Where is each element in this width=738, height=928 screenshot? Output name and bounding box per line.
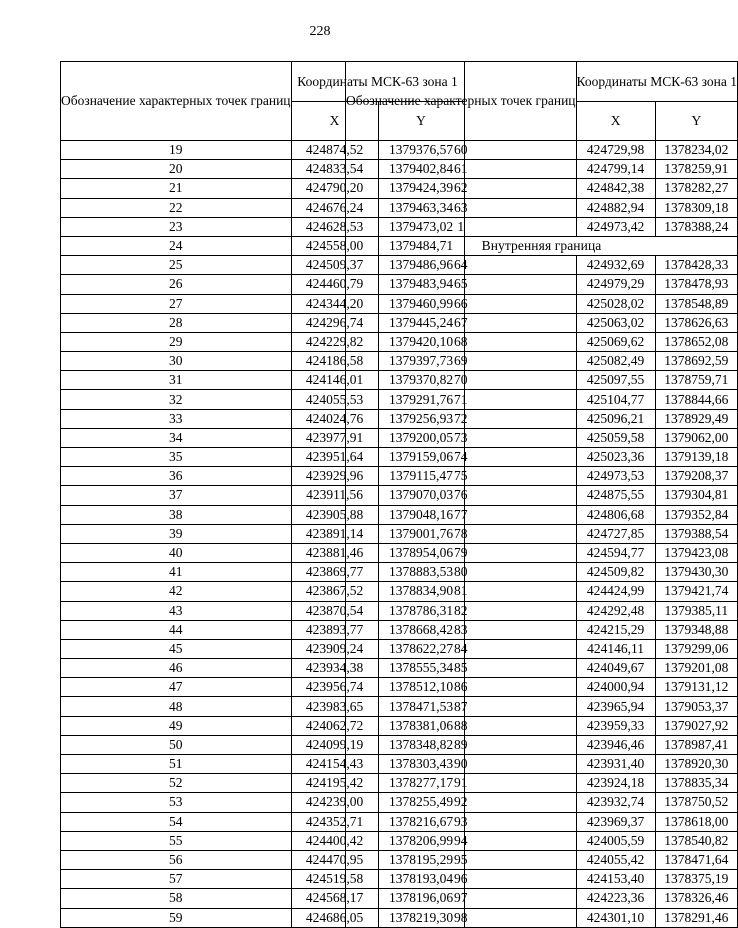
- y-coordinate-cell: 1379370,82: [378, 371, 464, 390]
- x-coordinate-cell: 424146,11: [576, 639, 655, 658]
- page-number: 228: [309, 24, 331, 39]
- point-cell: 36: [61, 467, 292, 486]
- y-coordinate-cell: 1378471,53: [378, 697, 464, 716]
- y-coordinate-cell: 1378381,06: [378, 716, 464, 735]
- y-coordinate-cell: 1379484,71: [378, 236, 464, 255]
- point-cell: 20: [61, 160, 292, 179]
- x-coordinate-cell: 425069,62: [576, 332, 655, 351]
- section-row: [346, 236, 738, 255]
- table-row: [346, 774, 738, 793]
- point-cell: 85: [346, 659, 577, 678]
- point-cell: 62: [346, 179, 577, 198]
- y-coordinate-cell: 1379070,03: [378, 486, 464, 505]
- point-cell: 91: [346, 774, 577, 793]
- table-row: [346, 812, 738, 831]
- point-cell: 81: [346, 582, 577, 601]
- x-coordinate-cell: 424806,68: [576, 505, 655, 524]
- table-row: [346, 467, 738, 486]
- x-coordinate-cell: 424799,14: [576, 160, 655, 179]
- point-cell: 71: [346, 390, 577, 409]
- y-coordinate-cell: 1379115,47: [378, 467, 464, 486]
- point-cell: 95: [346, 850, 577, 869]
- x-coordinate-cell: 424470,95: [291, 850, 378, 869]
- point-cell: 73: [346, 428, 577, 447]
- x-coordinate-cell: 424932,69: [576, 256, 655, 275]
- x-coordinate-cell: 424460,79: [291, 275, 378, 294]
- table-row: [346, 179, 738, 198]
- x-coordinate-cell: 424301,10: [576, 908, 655, 927]
- x-coordinate-cell: 423909,24: [291, 639, 378, 658]
- y-coordinate-cell: 1378471,64: [655, 850, 737, 869]
- y-coordinate-cell: 1378668,42: [378, 620, 464, 639]
- point-cell: 64: [346, 256, 577, 275]
- point-cell: 94: [346, 831, 577, 850]
- point-cell: 66: [346, 294, 577, 313]
- point-cell: 31: [61, 371, 292, 390]
- y-coordinate-cell: 1379053,37: [655, 697, 737, 716]
- point-cell: 83: [346, 620, 577, 639]
- y-coordinate-cell: 1378282,27: [655, 179, 737, 198]
- x-coordinate-cell: 424875,55: [576, 486, 655, 505]
- x-coordinate-cell: 425096,21: [576, 409, 655, 428]
- point-cell: 63: [346, 198, 577, 217]
- table-row: [346, 870, 738, 889]
- x-coordinate-cell: 424296,74: [291, 313, 378, 332]
- point-cell: 92: [346, 793, 577, 812]
- table-row: [346, 659, 738, 678]
- y-coordinate-cell: 1378388,24: [655, 217, 737, 236]
- y-coordinate-cell: 1379062,00: [655, 428, 737, 447]
- table-body-right: [346, 141, 738, 928]
- table-row: [346, 563, 738, 582]
- y-coordinate-cell: 1379027,92: [655, 716, 737, 735]
- table-row: [346, 831, 738, 850]
- y-coordinate-cell: 1378652,08: [655, 332, 737, 351]
- point-cell: 53: [61, 793, 292, 812]
- point-cell: 46: [61, 659, 292, 678]
- header-coordinates-label: Координаты МСК-63 зона 1: [291, 62, 464, 102]
- y-coordinate-cell: 1379131,12: [655, 678, 737, 697]
- x-coordinate-cell: 423911,56: [291, 486, 378, 505]
- point-cell: 67: [346, 313, 577, 332]
- point-cell: 51: [61, 755, 292, 774]
- table-row: [346, 256, 738, 275]
- point-cell: 27: [61, 294, 292, 313]
- point-cell: 49: [61, 716, 292, 735]
- x-coordinate-cell: 424558,00: [291, 236, 378, 255]
- x-coordinate-cell: 424628,53: [291, 217, 378, 236]
- table-row: [346, 448, 738, 467]
- point-cell: 57: [61, 870, 292, 889]
- y-coordinate-cell: 1378835,34: [655, 774, 737, 793]
- y-coordinate-cell: 1378348,82: [378, 735, 464, 754]
- y-coordinate-cell: 1378216,67: [378, 812, 464, 831]
- table-row: [346, 793, 738, 812]
- point-cell: 96: [346, 870, 577, 889]
- point-cell: 72: [346, 409, 577, 428]
- point-cell: 25: [61, 256, 292, 275]
- point-cell: 52: [61, 774, 292, 793]
- section-label: Внутренняя граница: [346, 236, 738, 255]
- y-coordinate-cell: 1378759,71: [655, 371, 737, 390]
- x-coordinate-cell: 424154,43: [291, 755, 378, 774]
- x-coordinate-cell: 424352,71: [291, 812, 378, 831]
- point-cell: 34: [61, 428, 292, 447]
- point-cell: 90: [346, 755, 577, 774]
- table-row: [346, 716, 738, 735]
- x-coordinate-cell: 424519,58: [291, 870, 378, 889]
- x-coordinate-cell: 423959,33: [576, 716, 655, 735]
- x-coordinate-cell: 423924,18: [576, 774, 655, 793]
- table-row: [346, 390, 738, 409]
- y-coordinate-cell: 1378277,17: [378, 774, 464, 793]
- y-coordinate-cell: 1378478,93: [655, 275, 737, 294]
- point-cell: 39: [61, 524, 292, 543]
- y-coordinate-cell: 1378195,29: [378, 850, 464, 869]
- table-row: [346, 582, 738, 601]
- y-coordinate-cell: 1378834,90: [378, 582, 464, 601]
- point-cell: 55: [61, 831, 292, 850]
- table-row: [346, 141, 738, 160]
- table-row: [346, 505, 738, 524]
- point-cell: 22: [61, 198, 292, 217]
- y-coordinate-cell: 1378618,00: [655, 812, 737, 831]
- x-coordinate-cell: 424344,20: [291, 294, 378, 313]
- point-cell: 98: [346, 908, 577, 927]
- y-coordinate-cell: 1378206,99: [378, 831, 464, 850]
- table-row: [346, 908, 738, 927]
- y-coordinate-cell: 1379388,54: [655, 524, 737, 543]
- x-coordinate-cell: 425023,36: [576, 448, 655, 467]
- y-coordinate-cell: 1379430,30: [655, 563, 737, 582]
- point-cell: 77: [346, 505, 577, 524]
- y-coordinate-cell: 1378234,02: [655, 141, 737, 160]
- table-row: [346, 160, 738, 179]
- table-row: [346, 620, 738, 639]
- x-coordinate-cell: 425097,55: [576, 371, 655, 390]
- coordinates-table-right: [345, 61, 738, 928]
- point-cell: 86: [346, 678, 577, 697]
- x-coordinate-cell: 423934,38: [291, 659, 378, 678]
- header-x-label: X: [291, 102, 378, 141]
- point-cell: 32: [61, 390, 292, 409]
- x-coordinate-cell: 424509,82: [576, 563, 655, 582]
- point-cell: 84: [346, 639, 577, 658]
- point-cell: 35: [61, 448, 292, 467]
- x-coordinate-cell: 423893,77: [291, 620, 378, 639]
- y-coordinate-cell: 1378255,49: [378, 793, 464, 812]
- x-coordinate-cell: 423969,37: [576, 812, 655, 831]
- y-coordinate-cell: 1379473,02: [378, 217, 464, 236]
- x-coordinate-cell: 423867,52: [291, 582, 378, 601]
- x-coordinate-cell: 424153,40: [576, 870, 655, 889]
- y-coordinate-cell: 1379348,88: [655, 620, 737, 639]
- y-coordinate-cell: 1379445,24: [378, 313, 464, 332]
- table-row: [346, 543, 738, 562]
- y-coordinate-cell: 1378548,89: [655, 294, 737, 313]
- x-coordinate-cell: 424099,19: [291, 735, 378, 754]
- y-coordinate-cell: 1379460,99: [378, 294, 464, 313]
- x-coordinate-cell: 423977,91: [291, 428, 378, 447]
- table-row: [346, 198, 738, 217]
- point-cell: 43: [61, 601, 292, 620]
- x-coordinate-cell: 424842,38: [576, 179, 655, 198]
- y-coordinate-cell: 1379001,76: [378, 524, 464, 543]
- point-cell: 28: [61, 313, 292, 332]
- x-coordinate-cell: 424229,82: [291, 332, 378, 351]
- x-coordinate-cell: 424239,00: [291, 793, 378, 812]
- y-coordinate-cell: 1378692,59: [655, 352, 737, 371]
- point-cell: 60: [346, 141, 577, 160]
- table-row: [346, 735, 738, 754]
- x-coordinate-cell: 424049,67: [576, 659, 655, 678]
- x-coordinate-cell: 423870,54: [291, 601, 378, 620]
- table-row: [346, 294, 738, 313]
- y-coordinate-cell: 1378883,53: [378, 563, 464, 582]
- point-cell: 75: [346, 467, 577, 486]
- x-coordinate-cell: 424215,29: [576, 620, 655, 639]
- x-coordinate-cell: 424055,53: [291, 390, 378, 409]
- y-coordinate-cell: 1378375,19: [655, 870, 737, 889]
- point-cell: 82: [346, 601, 577, 620]
- header-point-label: Обозначение характерных точек границ: [346, 62, 577, 141]
- x-coordinate-cell: 424195,42: [291, 774, 378, 793]
- y-coordinate-cell: 1379397,73: [378, 352, 464, 371]
- point-cell: 70: [346, 371, 577, 390]
- table-row: [346, 601, 738, 620]
- x-coordinate-cell: 423869,77: [291, 563, 378, 582]
- point-cell: 47: [61, 678, 292, 697]
- table-row: [346, 850, 738, 869]
- y-coordinate-cell: 1379420,10: [378, 332, 464, 351]
- x-coordinate-cell: 424973,42: [576, 217, 655, 236]
- point-cell: 29: [61, 332, 292, 351]
- table-row: [346, 428, 738, 447]
- y-coordinate-cell: 1378303,43: [378, 755, 464, 774]
- x-coordinate-cell: 424062,72: [291, 716, 378, 735]
- x-coordinate-cell: 424882,94: [576, 198, 655, 217]
- point-cell: 58: [61, 889, 292, 908]
- point-cell: 79: [346, 543, 577, 562]
- y-coordinate-cell: 1378750,52: [655, 793, 737, 812]
- x-coordinate-cell: 424055,42: [576, 850, 655, 869]
- point-cell: 48: [61, 697, 292, 716]
- x-coordinate-cell: 424790,20: [291, 179, 378, 198]
- x-coordinate-cell: 424509,37: [291, 256, 378, 275]
- table-row: [346, 524, 738, 543]
- x-coordinate-cell: 424400,42: [291, 831, 378, 850]
- point-cell: 69: [346, 352, 577, 371]
- x-coordinate-cell: 423932,74: [576, 793, 655, 812]
- table-row: [346, 678, 738, 697]
- point-cell: 97: [346, 889, 577, 908]
- table-row: [346, 371, 738, 390]
- x-coordinate-cell: 423881,46: [291, 543, 378, 562]
- x-coordinate-cell: 425104,77: [576, 390, 655, 409]
- x-coordinate-cell: 423905,88: [291, 505, 378, 524]
- y-coordinate-cell: 1378920,30: [655, 755, 737, 774]
- y-coordinate-cell: 1379352,84: [655, 505, 737, 524]
- header-coordinates-label: Координаты МСК-63 зона 1: [576, 62, 737, 102]
- x-coordinate-cell: 424729,98: [576, 141, 655, 160]
- x-coordinate-cell: 424186,58: [291, 352, 378, 371]
- x-coordinate-cell: 424424,99: [576, 582, 655, 601]
- y-coordinate-cell: 1378291,46: [655, 908, 737, 927]
- x-coordinate-cell: 425028,02: [576, 294, 655, 313]
- y-coordinate-cell: 1379304,81: [655, 486, 737, 505]
- y-coordinate-cell: 1379201,08: [655, 659, 737, 678]
- point-cell: 24: [61, 236, 292, 255]
- header-point-label: Обозначение характерных точек границ: [61, 62, 292, 141]
- table-row: [346, 352, 738, 371]
- x-coordinate-cell: 424874,52: [291, 141, 378, 160]
- x-coordinate-cell: 424686,05: [291, 908, 378, 927]
- y-coordinate-cell: 1379256,93: [378, 409, 464, 428]
- table-row: [346, 639, 738, 658]
- point-cell: 78: [346, 524, 577, 543]
- y-coordinate-cell: 1378193,04: [378, 870, 464, 889]
- y-coordinate-cell: 1379402,84: [378, 160, 464, 179]
- table-row: [346, 889, 738, 908]
- x-coordinate-cell: 424292,48: [576, 601, 655, 620]
- point-cell: 21: [61, 179, 292, 198]
- x-coordinate-cell: 424676,24: [291, 198, 378, 217]
- point-cell: 59: [61, 908, 292, 927]
- x-coordinate-cell: 424024,76: [291, 409, 378, 428]
- y-coordinate-cell: 1378512,10: [378, 678, 464, 697]
- point-cell: 93: [346, 812, 577, 831]
- x-coordinate-cell: 423946,46: [576, 735, 655, 754]
- header-y-label: Y: [378, 102, 464, 141]
- x-coordinate-cell: 424568,17: [291, 889, 378, 908]
- y-coordinate-cell: 1379159,06: [378, 448, 464, 467]
- point-cell: 19: [61, 141, 292, 160]
- y-coordinate-cell: 1379385,11: [655, 601, 737, 620]
- x-coordinate-cell: 423965,94: [576, 697, 655, 716]
- table-row: [346, 275, 738, 294]
- y-coordinate-cell: 1378196,06: [378, 889, 464, 908]
- point-cell: 61: [346, 160, 577, 179]
- y-coordinate-cell: 1378326,46: [655, 889, 737, 908]
- x-coordinate-cell: 424005,59: [576, 831, 655, 850]
- table-row: [346, 697, 738, 716]
- point-cell: 42: [61, 582, 292, 601]
- y-coordinate-cell: 1379291,76: [378, 390, 464, 409]
- point-cell: 87: [346, 697, 577, 716]
- table-row: [346, 409, 738, 428]
- table-row: [346, 332, 738, 351]
- x-coordinate-cell: 424973,53: [576, 467, 655, 486]
- x-coordinate-cell: 423983,65: [291, 697, 378, 716]
- point-cell: 23: [61, 217, 292, 236]
- y-coordinate-cell: 1379200,05: [378, 428, 464, 447]
- point-cell: 56: [61, 850, 292, 869]
- y-coordinate-cell: 1378622,27: [378, 639, 464, 658]
- y-coordinate-cell: 1379486,96: [378, 256, 464, 275]
- point-cell: 54: [61, 812, 292, 831]
- y-coordinate-cell: 1379421,74: [655, 582, 737, 601]
- y-coordinate-cell: 1378626,63: [655, 313, 737, 332]
- x-coordinate-cell: 424000,94: [576, 678, 655, 697]
- y-coordinate-cell: 1379299,06: [655, 639, 737, 658]
- point-cell: 88: [346, 716, 577, 735]
- point-cell: 74: [346, 448, 577, 467]
- y-coordinate-cell: 1379139,18: [655, 448, 737, 467]
- table-row: [346, 755, 738, 774]
- x-coordinate-cell: 424979,29: [576, 275, 655, 294]
- y-coordinate-cell: 1378954,06: [378, 543, 464, 562]
- point-cell: 41: [61, 563, 292, 582]
- point-cell: 37: [61, 486, 292, 505]
- y-coordinate-cell: 1379463,34: [378, 198, 464, 217]
- x-coordinate-cell: 425082,49: [576, 352, 655, 371]
- x-coordinate-cell: 425059,58: [576, 428, 655, 447]
- x-coordinate-cell: 424146,01: [291, 371, 378, 390]
- point-cell: 33: [61, 409, 292, 428]
- y-coordinate-cell: 1378309,18: [655, 198, 737, 217]
- y-coordinate-cell: 1378428,33: [655, 256, 737, 275]
- y-coordinate-cell: 1379424,39: [378, 179, 464, 198]
- point-cell: 68: [346, 332, 577, 351]
- point-cell: 44: [61, 620, 292, 639]
- point-cell: 1: [346, 217, 577, 236]
- y-coordinate-cell: 1379208,37: [655, 467, 737, 486]
- x-coordinate-cell: 425063,02: [576, 313, 655, 332]
- table-row: [346, 217, 738, 236]
- point-cell: 45: [61, 639, 292, 658]
- y-coordinate-cell: 1378844,66: [655, 390, 737, 409]
- x-coordinate-cell: 424833,54: [291, 160, 378, 179]
- y-coordinate-cell: 1378987,41: [655, 735, 737, 754]
- point-cell: 65: [346, 275, 577, 294]
- x-coordinate-cell: 423929,96: [291, 467, 378, 486]
- point-cell: 30: [61, 352, 292, 371]
- point-cell: 40: [61, 543, 292, 562]
- y-coordinate-cell: 1378219,30: [378, 908, 464, 927]
- x-coordinate-cell: 423951,64: [291, 448, 378, 467]
- table-row: [346, 486, 738, 505]
- x-coordinate-cell: 424223,36: [576, 889, 655, 908]
- y-coordinate-cell: 1379376,57: [378, 141, 464, 160]
- y-coordinate-cell: 1378786,31: [378, 601, 464, 620]
- point-cell: 38: [61, 505, 292, 524]
- x-coordinate-cell: 423956,74: [291, 678, 378, 697]
- point-cell: 26: [61, 275, 292, 294]
- header-y-label: Y: [655, 102, 737, 141]
- y-coordinate-cell: 1378540,82: [655, 831, 737, 850]
- y-coordinate-cell: 1378259,91: [655, 160, 737, 179]
- header-x-label: X: [576, 102, 655, 141]
- x-coordinate-cell: 423931,40: [576, 755, 655, 774]
- table-row: [346, 313, 738, 332]
- point-cell: 50: [61, 735, 292, 754]
- y-coordinate-cell: 1379048,16: [378, 505, 464, 524]
- y-coordinate-cell: 1378929,49: [655, 409, 737, 428]
- y-coordinate-cell: 1379483,94: [378, 275, 464, 294]
- point-cell: 76: [346, 486, 577, 505]
- x-coordinate-cell: 424727,85: [576, 524, 655, 543]
- x-coordinate-cell: 424594,77: [576, 543, 655, 562]
- x-coordinate-cell: 423891,14: [291, 524, 378, 543]
- y-coordinate-cell: 1379423,08: [655, 543, 737, 562]
- y-coordinate-cell: 1378555,34: [378, 659, 464, 678]
- point-cell: 89: [346, 735, 577, 754]
- point-cell: 80: [346, 563, 577, 582]
